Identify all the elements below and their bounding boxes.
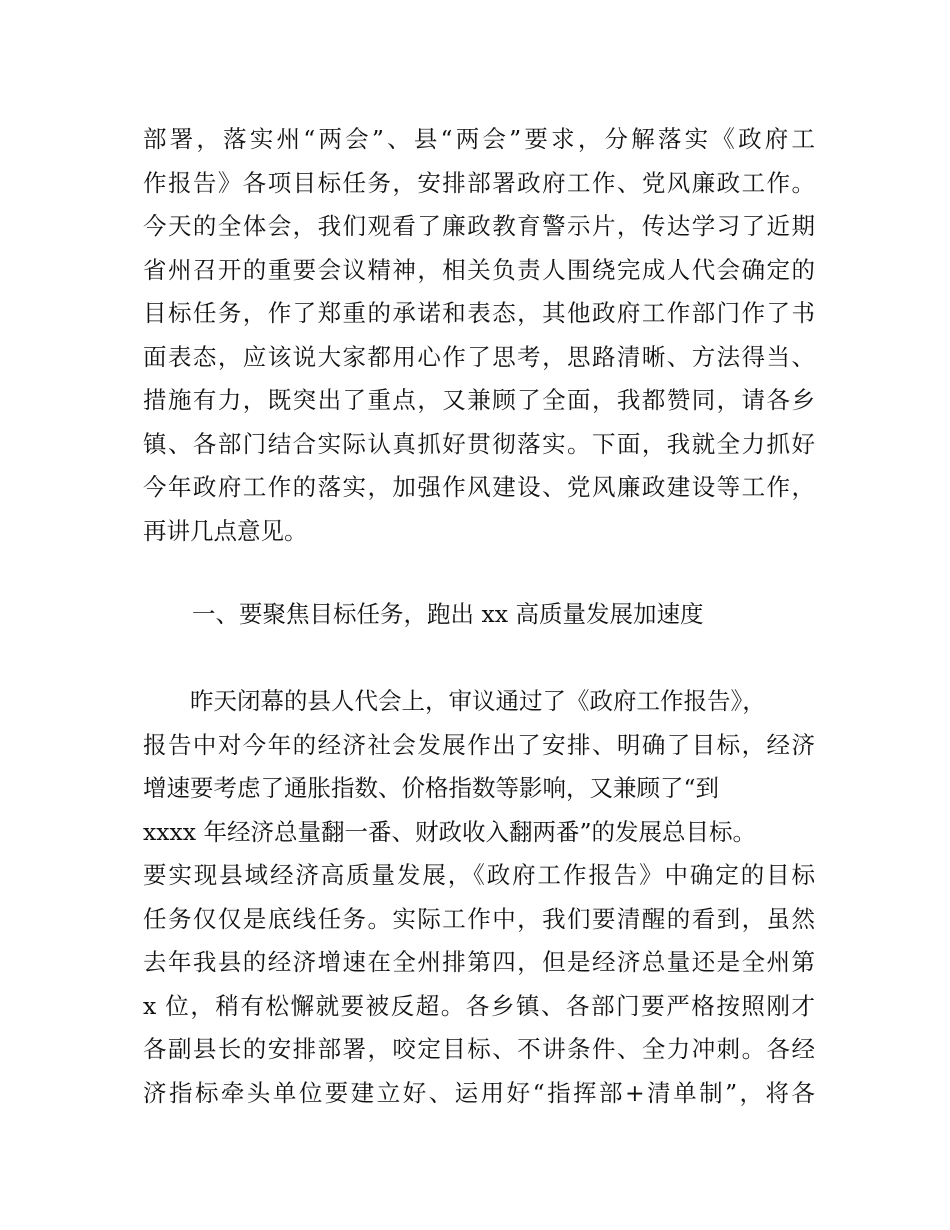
paragraph-line: 面表态，应该说大家都用心作了思考，思路清晰、方法得当、 [143, 342, 815, 371]
paragraph-2 [143, 680, 815, 1115]
paragraph-line: 报告中对今年的经济社会发展作出了安排、明确了目标，经济 [143, 730, 815, 759]
paragraph-line: 今天的全体会，我们观看了廉政教育警示片，传达学习了近期 [143, 212, 815, 240]
paragraph-line: 镇、各部门结合实际认真抓好贯彻落实。下面，我就全力抓好 [143, 429, 815, 458]
paragraph-line: 增速要考虑了通胀指数、价格指数等影响，又兼顾了“到 [143, 774, 720, 802]
paragraph-line: 去年我县的经济增速在全州排第四，但是经济总量还是全州第 [143, 948, 815, 976]
paragraph-line: 今年政府工作的落实，加强作风建设、党风廉政建设等工作， [143, 473, 815, 501]
section-heading [192, 593, 864, 637]
paragraph-line: 作报告》各项目标任务，安排部署政府工作、党风廉政工作。 [143, 168, 815, 197]
paragraph-line: 任务仅仅是底线任务。实际工作中，我们要清醒的看到，虽然 [143, 904, 815, 933]
paragraph-line: xxxx 年经济总量翻一番、财政收入翻两番”的发展总目标。 [143, 817, 756, 846]
paragraph-1 [143, 118, 815, 553]
paragraph-line: 要实现县域经济高质量发展，《政府工作报告》中确定的目标 [143, 861, 815, 889]
paragraph-line: 各副县长的安排部署，咬定目标、不讲条件、全力冲刺。各经 [143, 1035, 815, 1063]
paragraph-line: 再讲几点意见。 [143, 516, 308, 545]
paragraph-line: 省州召开的重要会议精神，相关负责人围绕完成人代会确定的 [143, 255, 815, 284]
paragraph-line: x 位，稍有松懈就要被反超。各乡镇、各部门要严格按照刚才 [143, 991, 815, 1020]
paragraph-line: 部署，落实州“两会”、县“两会”要求，分解落实《政府工 [143, 125, 815, 153]
paragraph-line: 济指标牵头单位要建立好、运用好“指挥部+清单制”，将各 [143, 1078, 815, 1107]
heading-text: 一、要聚焦目标任务，跑出 xx 高质量发展加速度 [192, 600, 704, 628]
paragraph-line: 目标任务，作了郑重的承诺和表态，其他政府工作部门作了书 [143, 299, 815, 327]
paragraph-line: 措施有力，既突出了重点，又兼顾了全面，我都赞同，请各乡 [143, 386, 815, 414]
paragraph-line: 昨天闭幕的县人代会上，审议通过了《政府工作报告》， [190, 687, 766, 715]
